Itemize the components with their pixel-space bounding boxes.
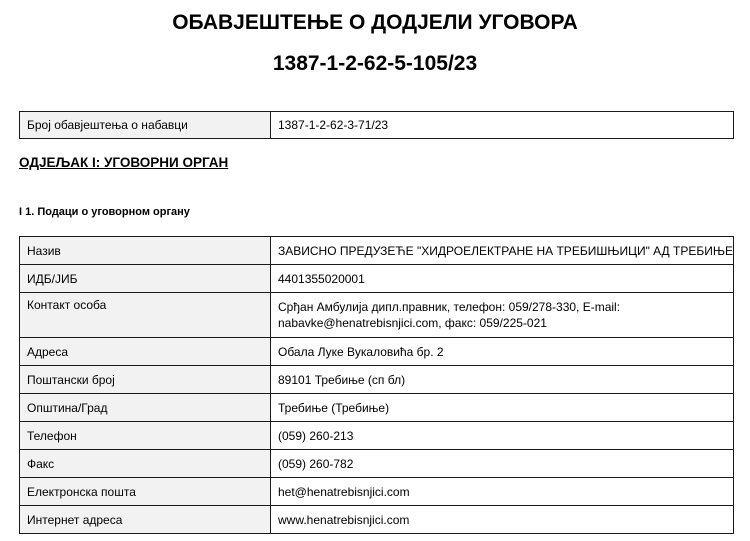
table-row [20,237,734,265]
row-value: (059) 260-782 [271,450,734,478]
row-label: ИДБ/ЈИБ [20,265,271,293]
contracting-authority-table [19,236,734,534]
table-row [20,394,734,422]
row-label: Контакт особа [20,293,271,338]
document-number: 1387-1-2-62-5-105/23 [272,52,478,75]
row-value: www.henatrebisnjici.com [271,506,734,534]
procurement-notice-table [19,111,734,139]
row-value: Обала Луке Вукаловића бр. 2 [271,338,734,366]
row-label: Поштански број [20,366,271,394]
table-row [20,338,734,366]
row-label: Општина/Град [20,394,271,422]
table-row [20,450,734,478]
section-heading: ОДЈЕЉАК I: УГОВОРНИ ОРГАН [19,155,229,170]
table-row [20,506,734,534]
row-label: Адреса [20,338,271,366]
table-row [20,366,734,394]
row-label: Телефон [20,422,271,450]
row-label: Интернет адреса [20,506,271,534]
procurement-notice-label: Број обавјештења о набавци [20,112,271,139]
table-row [20,112,734,139]
subsection-heading: I 1. Подаци о уговорном органу [19,206,190,218]
row-value: Срђан Амбулија дипл.правник, телефон: 059/278-330, E-mail: nabavke@henatrebisnjici.com, факс: 059/225-021 [271,293,734,338]
row-value: Требиње (Требиње) [271,394,734,422]
row-label: Назив [20,237,271,265]
procurement-notice-value: 1387-1-2-62-3-71/23 [271,112,734,139]
table-row [20,422,734,450]
table-row [20,478,734,506]
table-row [20,293,734,338]
row-value: ЗАВИСНО ПРЕДУЗЕЋЕ "ХИДРОЕЛЕКТРАНЕ НА ТРЕБИШЊИЦИ" АД ТРЕБИЊЕ [271,237,734,265]
row-value: het@henatrebisnjici.com [271,478,734,506]
row-label: Факс [20,450,271,478]
row-value: 89101 Требиње (сп бл) [271,366,734,394]
row-value: (059) 260-213 [271,422,734,450]
table-row [20,265,734,293]
document-title: ОБАВЈЕШТЕЊЕ О ДОДЈЕЛИ УГОВОРА [172,11,578,34]
row-label: Електронска пошта [20,478,271,506]
row-value: 4401355020001 [271,265,734,293]
